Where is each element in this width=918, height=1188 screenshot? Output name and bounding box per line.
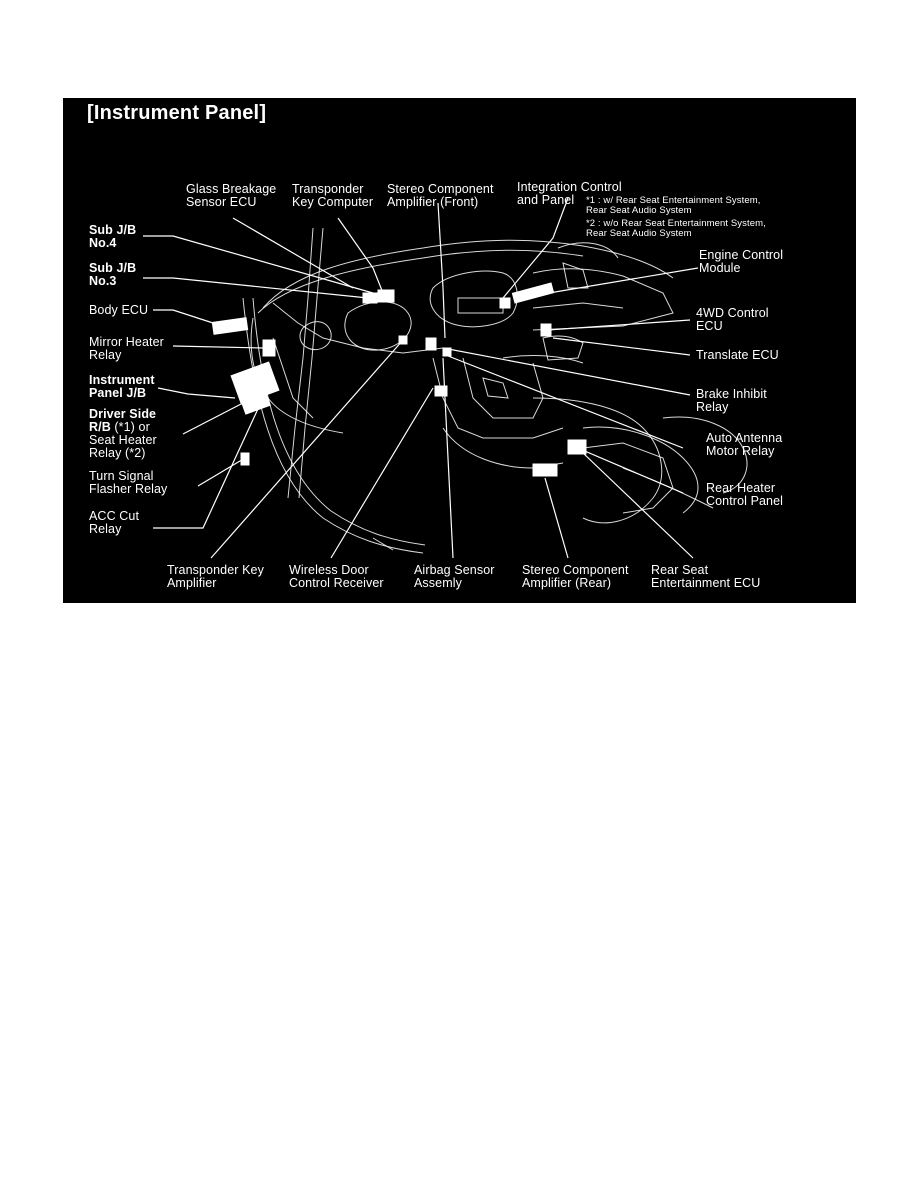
leader-lines: [143, 198, 698, 558]
label-integration-control-and-panel: Integration Control and Panel: [517, 180, 622, 207]
label-glass-breakage-sensor-ecu: Glass Breakage Sensor ECU: [186, 182, 277, 209]
label-turn-signal-flasher-relay: Turn Signal Flasher Relay: [89, 469, 168, 496]
label-rear-seat-entertainment-ecu: Rear Seat Entertainment ECU: [651, 563, 761, 590]
note-2-mark: *2 :: [586, 218, 601, 229]
note-1-text: w/ Rear Seat Entertainment System, Rear Seat Audio System: [586, 195, 761, 216]
label-driver-side-rb: [89, 408, 156, 434]
label-engine-control-module: Engine Control Module: [699, 248, 784, 275]
driver-side-rb-note: (*1) or: [110, 420, 150, 434]
label-acc-cut-relay: ACC Cut Relay: [89, 509, 140, 536]
instrument-panel-diagram: [63, 98, 856, 603]
label-auto-antenna-motor-relay: Auto Antenna Motor Relay: [706, 431, 783, 458]
note-1: [586, 196, 760, 216]
label-instrument-panel-jb: Instrument Panel J/B: [89, 373, 155, 400]
label-stereo-component-amplifier-front: Stereo Component Amplifier (Front): [387, 182, 494, 209]
label-translate-ecu: Translate ECU: [696, 348, 779, 362]
label-brake-inhibit-relay: Brake Inhibit Relay: [696, 387, 767, 414]
diagram-title: [Instrument Panel]: [87, 102, 267, 124]
label-wireless-door-control-receiver: Wireless Door Control Receiver: [289, 563, 384, 590]
label-seat-heater-relay: Seat Heater Relay (*2): [89, 433, 157, 460]
driver-side-rb-name: Driver Side R/B: [89, 407, 157, 434]
label-mirror-heater-relay: Mirror Heater Relay: [89, 335, 164, 362]
component-markers: [212, 283, 586, 476]
note-1-mark: *1 :: [586, 195, 601, 206]
label-body-ecu: Body ECU: [89, 303, 149, 317]
label-stereo-component-amplifier-rear: Stereo Component Amplifier (Rear): [522, 563, 629, 590]
label-rear-heater-control-panel: Rear Heater Control Panel: [706, 481, 784, 508]
label-transponder-key-computer: Transponder Key Computer: [292, 182, 374, 209]
label-4wd-control-ecu: 4WD Control ECU: [696, 306, 769, 333]
label-transponder-key-amplifier: Transponder Key Amplifier: [167, 563, 264, 590]
label-sub-jb-no4: Sub J/B No.4: [89, 223, 137, 250]
label-airbag-sensor-assembly: Airbag Sensor Assemly: [414, 563, 495, 590]
label-sub-jb-no3: Sub J/B No.3: [89, 261, 137, 288]
note-2: [586, 219, 766, 239]
dashboard-outline: [243, 228, 747, 553]
note-2-text: w/o Rear Seat Entertainment System, Rear Seat Audio System: [586, 218, 766, 239]
